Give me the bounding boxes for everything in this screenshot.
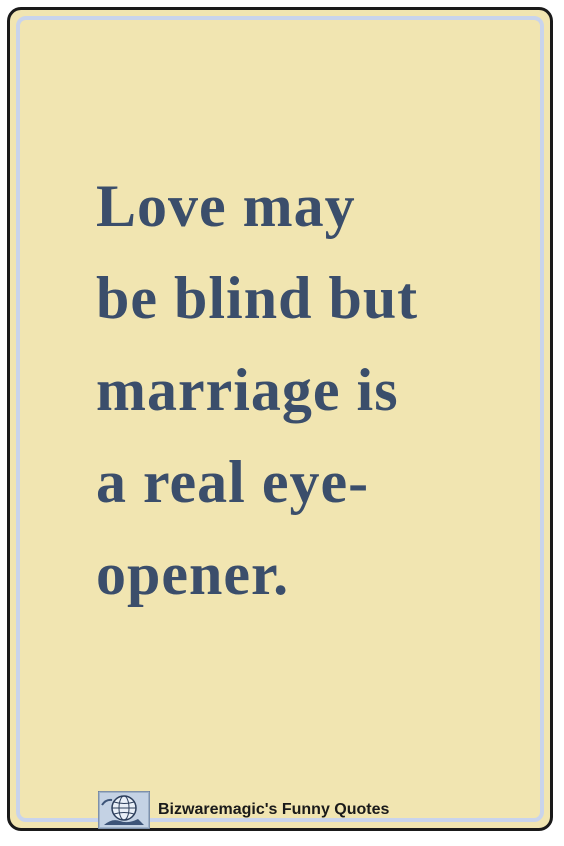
quote-text bbox=[96, 160, 536, 620]
quote-line: Love may bbox=[96, 173, 356, 239]
quote-line: be blind but bbox=[96, 265, 419, 331]
globe-hand-icon bbox=[98, 791, 150, 829]
brand-name: Bizwaremagic's Funny Quotes bbox=[158, 801, 390, 818]
brand-footer bbox=[98, 790, 389, 830]
quote-line: marriage is bbox=[96, 357, 399, 423]
quote-line: opener. bbox=[96, 541, 290, 607]
quote-card bbox=[7, 7, 553, 831]
quote-line: a real eye- bbox=[96, 449, 370, 515]
